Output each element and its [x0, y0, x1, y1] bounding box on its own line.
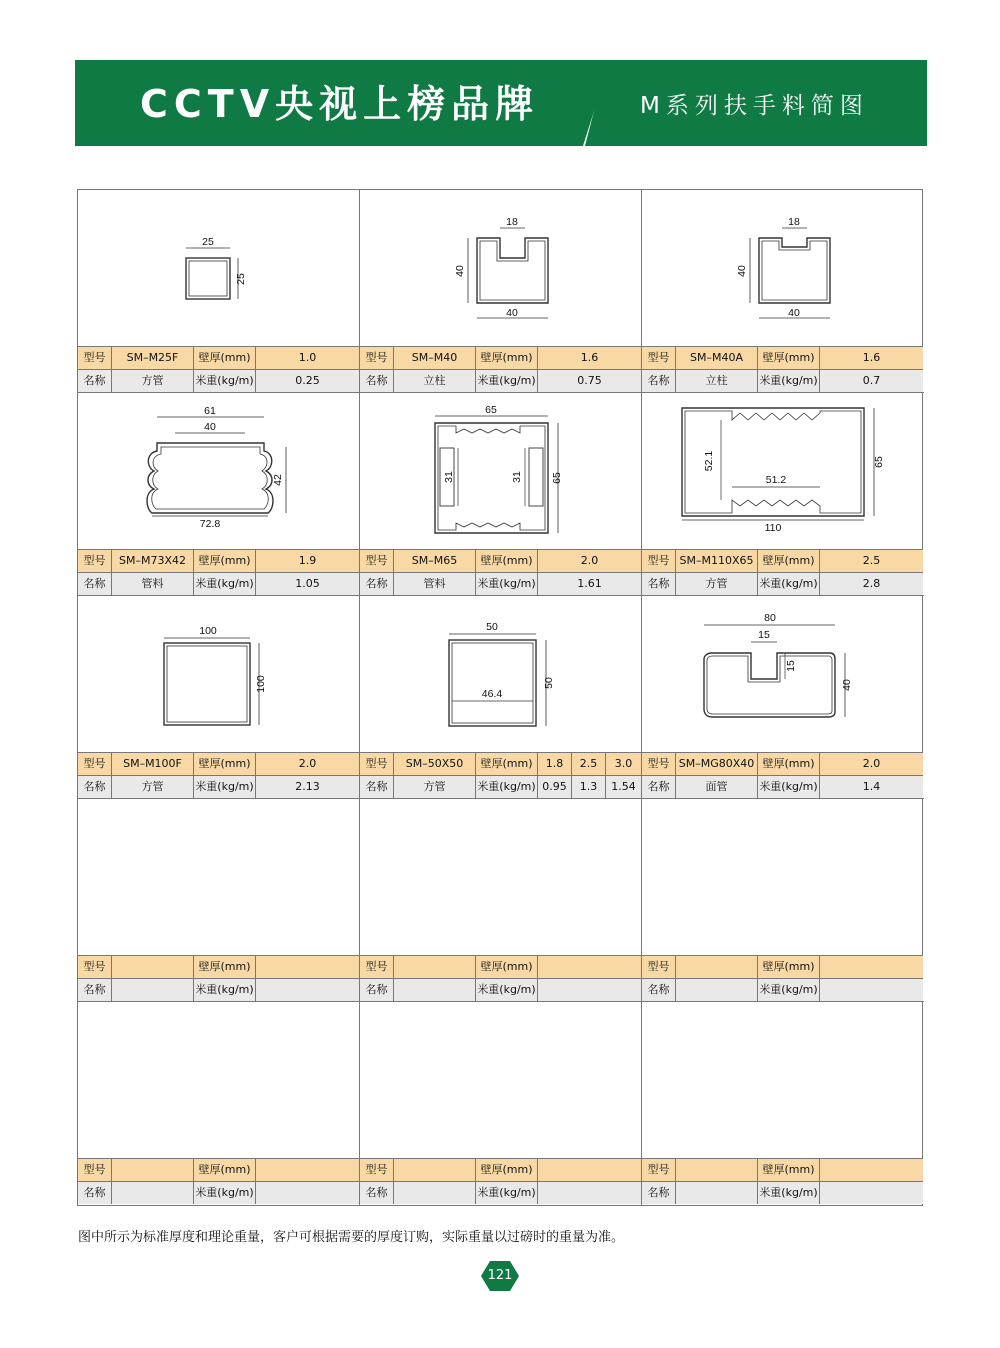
label-thickness: 壁厚(mm): [194, 347, 256, 369]
empty-cell: 型号 壁厚(mm) 名称 米重(kg/m): [360, 799, 642, 1002]
svg-text:65: 65: [485, 404, 497, 416]
name-value: 方管: [394, 776, 476, 798]
weight-value: 0.75: [577, 374, 602, 387]
product-cell: [78, 596, 360, 799]
svg-text:51.2: 51.2: [765, 474, 787, 486]
svg-text:40: 40: [841, 679, 853, 691]
svg-text:42: 42: [272, 474, 284, 486]
svg-text:40: 40: [204, 421, 216, 433]
spec-table: 型号 SM–50X50 壁厚(mm) 1.8 2.5 3.0 名称 方管 米重(kg/m) 0.95 1.3 1.54: [360, 752, 641, 798]
name-value: 方管: [112, 370, 194, 392]
spec-table: [78, 346, 359, 392]
name-value: 面管: [676, 776, 758, 798]
product-cell: [360, 190, 642, 393]
thickness-value: 2.5: [862, 554, 881, 567]
svg-text:100: 100: [255, 675, 267, 693]
weight-value: 1.61: [577, 577, 602, 590]
profile-drawing-m100f: [78, 596, 359, 752]
spec-table: 型号 SM–M40A 壁厚(mm) 1.6 名称 立柱 米重(kg/m) 0.7: [642, 346, 923, 392]
series-title: M系列扶手料简图: [640, 93, 869, 119]
profile-drawing-m73x42: [78, 393, 359, 549]
model-value: SM–M40A: [676, 347, 758, 369]
dim-label: 25: [202, 236, 214, 248]
svg-text:110: 110: [764, 522, 782, 534]
dim-label: 25: [235, 273, 247, 285]
svg-text:46.4: 46.4: [481, 688, 503, 700]
thickness-value: 1.0: [298, 351, 317, 364]
profile-drawing-50x50: [360, 596, 641, 752]
profile-drawing-m65: [360, 393, 641, 549]
thickness-value: 2.0: [580, 554, 599, 567]
svg-text:52.1: 52.1: [703, 450, 715, 472]
thickness-value: 2.0: [862, 757, 881, 770]
product-cell: [78, 393, 360, 596]
product-cell: [642, 596, 924, 799]
svg-text:80: 80: [764, 612, 776, 624]
product-cell: [360, 596, 642, 799]
svg-text:31: 31: [511, 471, 523, 483]
thickness-value: 2.0: [298, 757, 317, 770]
svg-text:40: 40: [454, 265, 466, 277]
spec-table: 型号 SM–MG80X40 壁厚(mm) 2.0 名称 面管 米重(kg/m) 1.4: [642, 752, 923, 798]
empty-cell: 型号 壁厚(mm) 名称 米重(kg/m): [78, 799, 360, 1002]
svg-text:40: 40: [736, 265, 748, 277]
svg-text:18: 18: [506, 216, 518, 228]
empty-cell: 型号 壁厚(mm) 名称 米重(kg/m): [642, 1002, 924, 1205]
page-number: 121: [487, 1268, 513, 1283]
name-value: 立柱: [394, 370, 476, 392]
product-cell: [642, 393, 924, 596]
profile-drawing-m25f: [78, 190, 359, 346]
spec-table: 型号 SM–M65 壁厚(mm) 2.0 名称 管料 米重(kg/m) 1.61: [360, 549, 641, 595]
product-cell: [642, 190, 924, 393]
weight-value: 0.7: [862, 374, 881, 387]
profile-drawing-m110x65: [642, 393, 923, 549]
thickness-value: 1.6: [862, 351, 881, 364]
model-value: SM–M73X42: [112, 550, 194, 572]
label-model: 型号: [78, 347, 112, 369]
weight-option: 1.54: [611, 780, 636, 793]
spec-table: 型号 SM–M110X65 壁厚(mm) 2.5 名称 方管 米重(kg/m) 2.8: [642, 549, 923, 595]
weight-value: 2.8: [862, 577, 881, 590]
svg-text:50: 50: [486, 621, 498, 633]
weight-value: 1.05: [295, 577, 320, 590]
weight-option: 0.95: [538, 776, 572, 798]
svg-text:31: 31: [443, 471, 455, 483]
svg-text:15: 15: [758, 629, 770, 641]
model-value: SM–M110X65: [676, 550, 758, 572]
footer-note: 图中所示为标准厚度和理论重量，客户可根据需要的厚度订购，实际重量以过磅时的重量为准。: [78, 1230, 625, 1245]
profile-drawing-m40a: [642, 190, 923, 346]
label-name: 名称: [78, 370, 112, 392]
svg-text:65: 65: [873, 456, 885, 468]
model-value: SM–50X50: [394, 753, 476, 775]
svg-text:18: 18: [788, 216, 800, 228]
model-value: SM–M40: [394, 347, 476, 369]
svg-text:40: 40: [506, 307, 518, 319]
thickness-option: 2.5: [572, 753, 606, 775]
name-value: 方管: [676, 573, 758, 595]
empty-cell: 型号 壁厚(mm) 名称 米重(kg/m): [360, 1002, 642, 1205]
empty-cell: 型号 壁厚(mm) 名称 米重(kg/m): [78, 1002, 360, 1205]
svg-text:50: 50: [543, 677, 555, 689]
weight-option: 1.3: [572, 776, 606, 798]
name-value: 管料: [112, 573, 194, 595]
model-value: SM–M65: [394, 550, 476, 572]
thickness-value: 1.9: [298, 554, 317, 567]
weight-value: 2.13: [295, 780, 320, 793]
svg-text:100: 100: [199, 625, 217, 637]
thickness-option: 3.0: [614, 757, 633, 770]
name-value: 方管: [112, 776, 194, 798]
spec-table: 型号 SM–M73X42 壁厚(mm) 1.9 名称 管料 米重(kg/m) 1.05: [78, 549, 359, 595]
model-value: SM–M100F: [112, 753, 194, 775]
brand-title: CCTV央视上榜品牌: [140, 82, 540, 126]
weight-value: 0.25: [295, 374, 320, 387]
name-value: 管料: [394, 573, 476, 595]
spec-table: 型号 SM–M40 壁厚(mm) 1.6 名称 立柱 米重(kg/m) 0.75: [360, 346, 641, 392]
profile-drawing-m40: [360, 190, 641, 346]
product-cell: [78, 190, 360, 393]
svg-text:61: 61: [204, 405, 216, 417]
svg-text:72.8: 72.8: [199, 518, 221, 530]
spec-table: 型号 SM–M100F 壁厚(mm) 2.0 名称 方管 米重(kg/m) 2.13: [78, 752, 359, 798]
product-grid: [77, 189, 923, 1206]
empty-cell: 型号 壁厚(mm) 名称 米重(kg/m): [642, 799, 924, 1002]
svg-text:40: 40: [788, 307, 800, 319]
label-weight: 米重(kg/m): [194, 370, 256, 392]
svg-text:65: 65: [551, 472, 563, 484]
profile-drawing-mg80x40: [642, 596, 923, 752]
thickness-value: 1.6: [580, 351, 599, 364]
product-cell: [360, 393, 642, 596]
svg-text:15: 15: [785, 660, 797, 672]
model-value: SM–M25F: [112, 347, 194, 369]
model-value: SM–MG80X40: [676, 753, 758, 775]
thickness-option: 1.8: [538, 753, 572, 775]
weight-value: 1.4: [862, 780, 881, 793]
name-value: 立柱: [676, 370, 758, 392]
